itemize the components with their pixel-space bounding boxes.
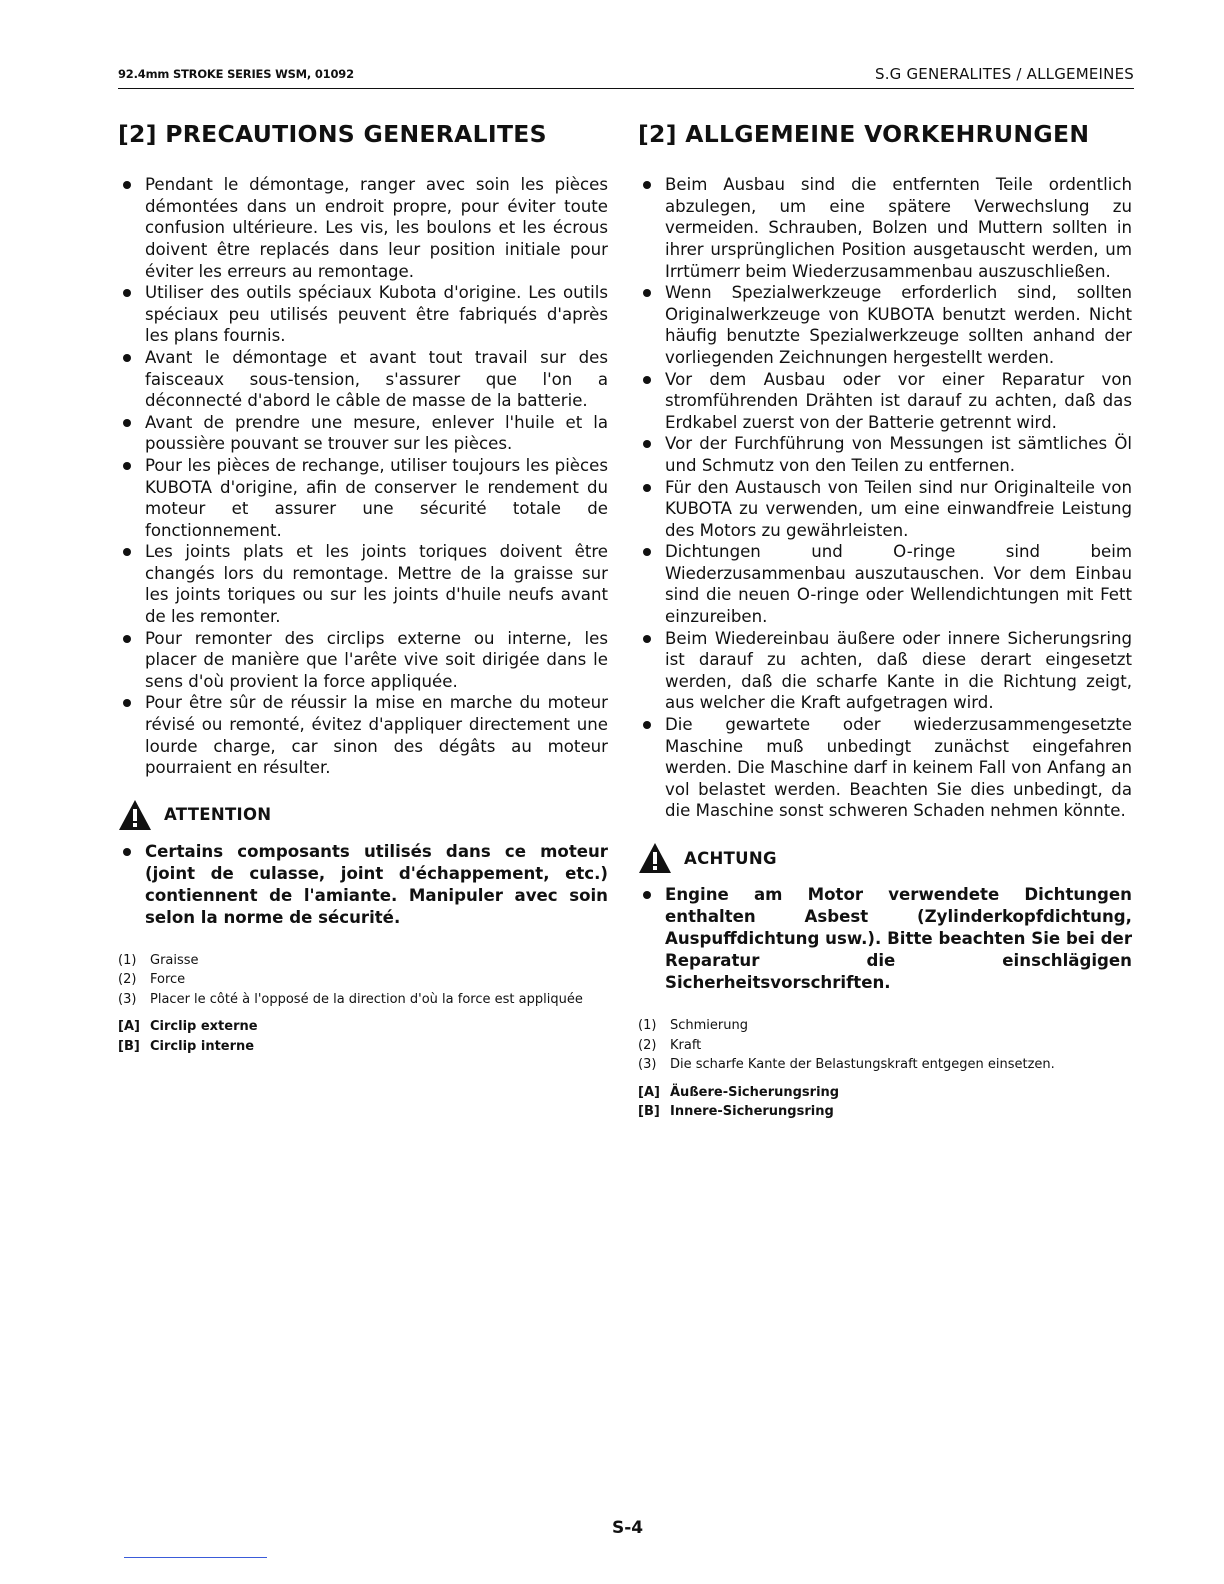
warning-text: Engine am Motor verwendete Dichtungen enthalten Asbest (Zylinderkopfdichtung, Auspuffdichtung usw.). Bitte beachten Sie bei der Reparatur die einschlägigen Sicherheitsvorschriften. bbox=[638, 884, 1132, 994]
legend-key: (3) bbox=[118, 991, 137, 1007]
legend-key: (3) bbox=[638, 1057, 657, 1072]
right-column bbox=[638, 120, 1132, 1122]
warning-text: Certains composants utilisés dans ce moteur (joint de culasse, joint d'échappement, etc.) contiennent de l'amiante. Manipuler avec soin selon la norme de sécurité. bbox=[118, 841, 608, 929]
right-bullet-list bbox=[638, 174, 1132, 822]
legend-row bbox=[118, 970, 608, 990]
legend-row bbox=[638, 1055, 1132, 1075]
list-item: Vor dem Ausbau oder vor einer Reparatur von stromführenden Drähten ist darauf zu achten, daß das Erdkabel zuerst von der Batterie getrennt wird. bbox=[638, 369, 1132, 434]
list-item: Avant de prendre une mesure, enlever l'huile et la poussière pouvant se trouver sur les pièces. bbox=[118, 412, 608, 455]
list-item: Utiliser des outils spéciaux Kubota d'origine. Les outils spéciaux peu utilisés peuvent être fabriqués d'après les plans fournis. bbox=[118, 282, 608, 347]
list-item: Beim Ausbau sind die entfernten Teile ordentlich abzulegen, um eine spätere Verwechslung zu vermeiden. Schrauben, Bolzen und Muttern sollten in ihrer ursprünglichen Position ausgetauscht werden, um Irrtümerr beim Wiederzusammenbau auszuschließen. bbox=[638, 174, 1132, 282]
warning-header bbox=[638, 842, 1132, 874]
legend-row bbox=[638, 1102, 1132, 1122]
legend-text: Innere-Sicherungsring bbox=[670, 1104, 834, 1119]
legend-key: [B] bbox=[118, 1038, 140, 1054]
legend-text: Kraft bbox=[670, 1037, 702, 1053]
list-item: Wenn Spezialwerkzeuge erforderlich sind, sollten Originalwerkzeuge von KUBOTA benutzt werden. Nicht häufig benutzte Spezialwerkzeuge sollten anhand der vorliegenden Zeichnungen hergestellt werden. bbox=[638, 282, 1132, 368]
warning-label: ACHTUNG bbox=[684, 848, 777, 868]
list-item: Dichtungen und O-ringe sind beim Wiederzusammenbau auszutauschen. Vor dem Einbau sind die neuen O-ringe oder Wellendichtungen mit Fett einzureiben. bbox=[638, 541, 1132, 627]
legend-row bbox=[638, 1016, 1132, 1036]
list-item: Les joints plats et les joints toriques doivent être changés lors du remontage. Mettre de la graisse sur les joints toriques ou sur les joints d'huile neufs avant de les remonter. bbox=[118, 541, 608, 627]
list-item: Pendant le démontage, ranger avec soin les pièces démontées dans un endroit propre, pour éviter toute confusion ultérieure. Les vis, les boulons et les écrous doivent être replacés dans leur position initiale pour éviter les erreurs au remontage. bbox=[118, 174, 608, 282]
list-item: Avant le démontage et avant tout travail sur des faisceaux sous-tension, s'assurer que l'on a déconnecté d'abord le câble de masse de la batterie. bbox=[118, 347, 608, 412]
legend-key: (1) bbox=[118, 952, 137, 968]
legend-text: Circlip interne bbox=[150, 1038, 255, 1054]
legend bbox=[118, 951, 608, 1057]
warning-triangle-icon bbox=[638, 842, 672, 874]
legend-text: Circlip externe bbox=[150, 1019, 258, 1035]
left-bullet-list bbox=[118, 174, 608, 779]
list-item: Beim Wiedereinbau äußere oder innere Sicherungsring ist darauf zu achten, daß diese derart eingesetzt werden, daß die scharfe Kante in die Richtung zeigt, aus welcher die Kraft aufgetragen wird. bbox=[638, 628, 1132, 714]
legend bbox=[638, 1016, 1132, 1122]
list-item: Pour remonter des circlips externe ou interne, les placer de manière que l'arête vive soit dirigée dans le sens d'où provient la force appliquée. bbox=[118, 628, 608, 693]
legend-row bbox=[118, 1037, 608, 1057]
page-number: S-4 bbox=[612, 1518, 644, 1538]
legend-key: [A] bbox=[638, 1084, 660, 1100]
legend-key: [A] bbox=[118, 1019, 140, 1035]
legend-row bbox=[118, 951, 608, 971]
page-header bbox=[118, 66, 1134, 89]
list-item: Die gewartete oder wiederzusammengesetzte Maschine muß unbedingt zunächst eingefahren werden. Die Maschine darf in keinem Fall von Anfang an vol belastet werden. Beachten Sie dies unbedingt, da die Maschine sonst schweren Schaden nehmen könnte. bbox=[638, 714, 1132, 822]
legend-key: (1) bbox=[638, 1018, 657, 1033]
warning-list bbox=[638, 884, 1132, 994]
list-item: Für den Austausch von Teilen sind nur Originalteile von KUBOTA zu verwenden, um eine einwandfreie Leistung des Motors zu gewährleisten. bbox=[638, 477, 1132, 542]
manual-id: 92.4mm STROKE SERIES WSM, 01092 bbox=[118, 67, 354, 81]
list-item: Vor der Furchführung von Messungen ist sämtliches Öl und Schmutz von den Teilen zu entfernen. bbox=[638, 433, 1132, 476]
list-item: Pour être sûr de réussir la mise en marche du moteur révisé ou remonté, évitez d'appliquer directement une lourde charge, car sinon des dégâts au moteur pourraient en résulter. bbox=[118, 692, 608, 778]
legend-row bbox=[118, 1017, 608, 1037]
legend-key: (2) bbox=[118, 972, 137, 988]
legend-text: Graisse bbox=[150, 952, 199, 968]
section-title: S.G GENERALITES / ALLGEMEINES bbox=[874, 65, 1134, 83]
legend-key: [B] bbox=[638, 1104, 660, 1119]
legend-row bbox=[118, 990, 608, 1010]
warning-triangle-icon bbox=[118, 799, 152, 831]
footer-divider bbox=[124, 1557, 267, 1558]
legend-key: (2) bbox=[638, 1037, 657, 1053]
left-heading: [2] PRECAUTIONS GENERALITES bbox=[118, 120, 547, 148]
legend-text: Force bbox=[150, 972, 186, 988]
left-column bbox=[118, 120, 608, 1056]
warning-list bbox=[118, 841, 608, 929]
warning-header bbox=[118, 799, 608, 831]
legend-row bbox=[638, 1036, 1132, 1056]
legend-text: Die scharfe Kante der Belastungskraft entgegen einsetzen. bbox=[670, 1057, 1055, 1072]
legend-row bbox=[638, 1083, 1132, 1103]
legend-text: Schmierung bbox=[670, 1018, 748, 1033]
right-heading: [2] ALLGEMEINE VORKEHRUNGEN bbox=[638, 120, 1090, 148]
legend-text: Äußere-Sicherungsring bbox=[670, 1084, 840, 1100]
list-item: Pour les pièces de rechange, utiliser toujours les pièces KUBOTA d'origine, afin de conserver le rendement du moteur et assurer une sécurité totale de fonctionnement. bbox=[118, 455, 608, 541]
legend-text: Placer le côté à l'opposé de la direction d'où la force est appliquée bbox=[150, 991, 583, 1007]
warning-label: ATTENTION bbox=[164, 805, 272, 825]
